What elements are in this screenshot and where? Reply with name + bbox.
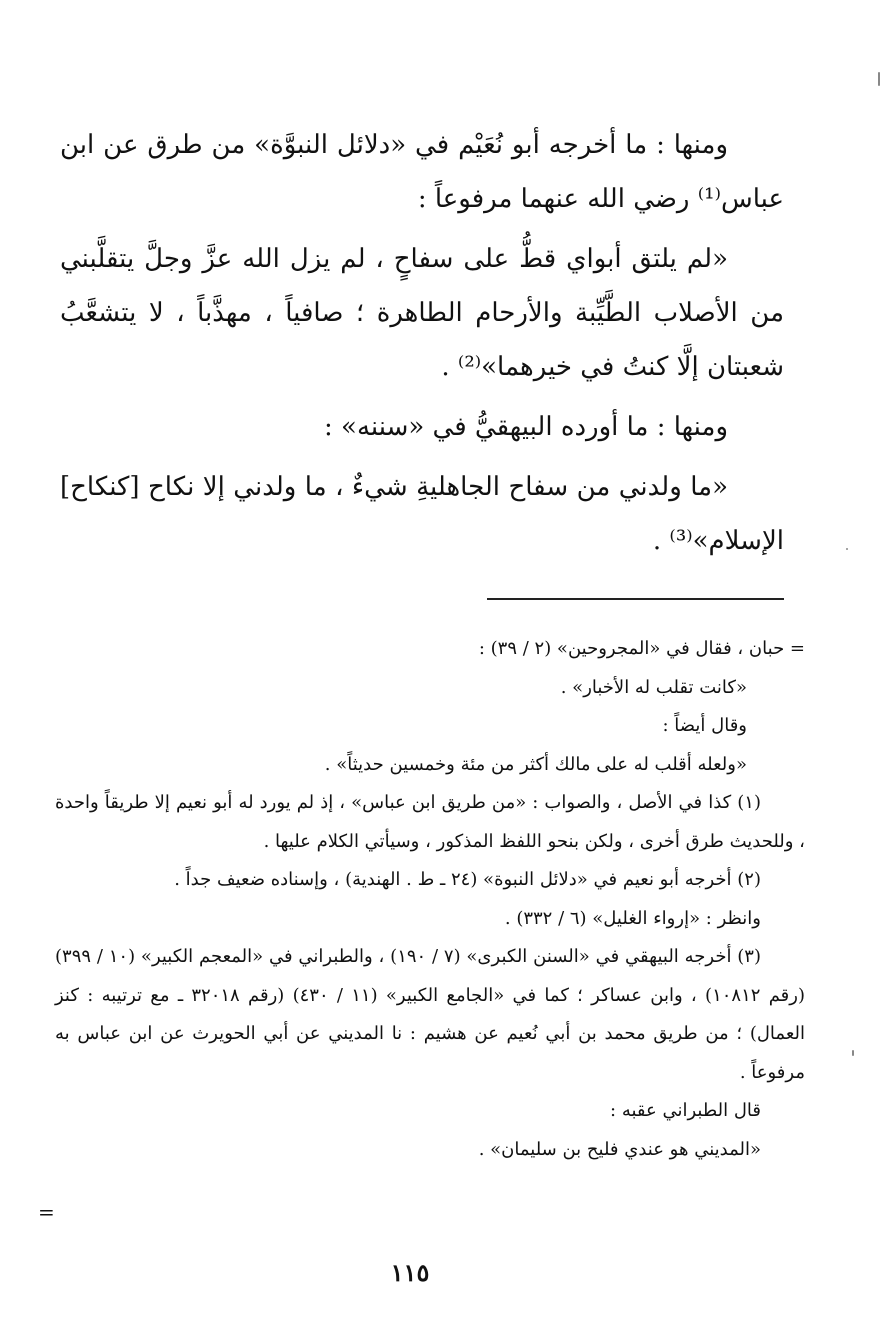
footnote-continuation-line: = حبان ، فقال في «المجروحين» (٢ / ٣٩) : [478, 638, 805, 659]
footnote-quote-2: «ولعله أقلب له على مالك أكثر من مئة وخمسين حديثاً» . [324, 753, 747, 775]
main-text [60, 118, 784, 574]
scan-speck [852, 1050, 854, 1056]
page-number: ١١٥ [390, 1258, 430, 1287]
footnote-2: (٢) أخرجه أبو نعيم في «دلائل النبوة» (٢٤ ـ ط . الهندية) ، وإسناده ضعيف جداً . [174, 869, 761, 890]
footnote-3: (٣) أخرجه البيهقي في «السنن الكبرى» (٧ / ١٩٠) ، والطبراني في «المعجم الكبير» (١٠ / ٣٩٩) (رقم ١٠٨١٢) ، وابن عساكر ؛ كما في «الجامع الكبير» (١١ / ٤٣٠) (رقم ٣٢٠١٨ ـ مع ترتيبه : كنز العمال) ؛ من طريق محمد بن أبي نُعيم عن هشيم : نا المديني عن أبي الحويرث عن ابن عباس به مرفوعاً . [55, 946, 805, 1083]
main-paragraph-4-hadith-quote: «ما ولدني من سفاح الجاهليةِ شيءٌ ، ما ولدني إلا نكاح [كنكاح] الإسلام»⁽³⁾ . [60, 472, 784, 556]
footnotes [55, 630, 805, 1169]
main-paragraph-3: ومنها : ما أورده البيهقيُّ في «سننه» : [324, 412, 728, 442]
footnote-3-quote: «المديني هو عندي فليح بن سليمان» . [478, 1138, 761, 1160]
scan-speck [878, 72, 880, 86]
main-paragraph-1: ومنها : ما أخرجه أبو نُعَيْم في «دلائل النبوَّة» من طرق عن ابن عباس⁽¹⁾ رضي الله عنهما مرفوعاً : [60, 130, 784, 214]
continuation-mark: = [38, 1200, 55, 1224]
footnote-3-tabarani-said: قال الطبراني عقبه : [610, 1100, 761, 1121]
main-paragraph-2-hadith-quote: «لم يلتق أبواي قطُّ على سفاحٍ ، لم يزل الله عزَّ وجلَّ يتقلَّبني من الأصلاب الطَّيِّبة والأرحام الطاهرة ؛ صافياً ، مهذَّباً ، لا يتشعَّبُ شعبتان إلَّا كنتُ في خيرهما»⁽²⁾ . [60, 244, 784, 382]
footnote-said-also: وقال أيضاً : [662, 715, 747, 736]
footnote-2-see-also: وانظر : «إرواء الغليل» (٦ / ٣٣٢) . [504, 907, 761, 929]
footnote-separator-rule [487, 598, 784, 600]
scan-speck [846, 548, 848, 550]
footnote-1: (١) كذا في الأصل ، والصواب : «من طريق ابن عباس» ، إذ لم يورد له أبو نعيم إلا طريقاً واحدة ، وللحديث طرق أخرى ، ولكن بنحو اللفظ المذكور ، وسيأتي الكلام عليها . [55, 792, 805, 852]
footnote-quote-1: «كانت تقلب له الأخبار» . [560, 676, 747, 698]
